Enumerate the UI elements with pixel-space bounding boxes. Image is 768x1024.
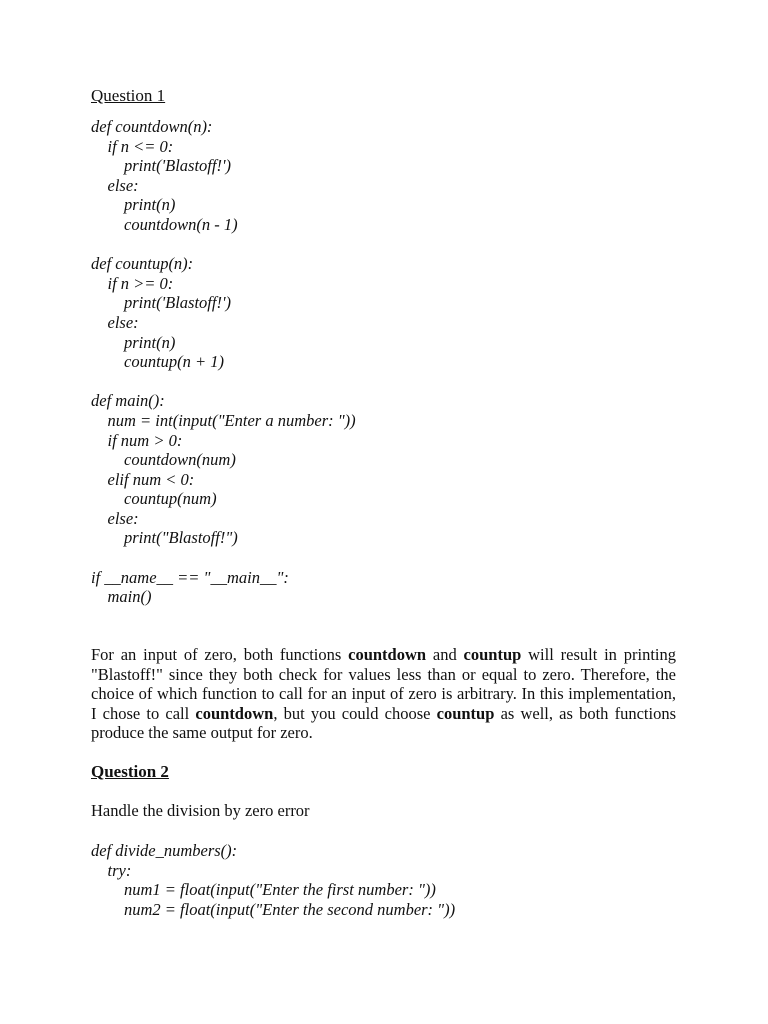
code-line: def countdown(n):: [91, 117, 213, 136]
code-line: print(n): [91, 332, 176, 352]
code-line: def main():: [91, 391, 165, 411]
explanation-keyword: countup: [436, 703, 495, 723]
code-line: else:: [91, 175, 139, 195]
code-line: if num > 0:: [91, 430, 183, 450]
explanation-text: , but you could choose: [273, 703, 437, 723]
code-line: countup(num): [91, 489, 217, 509]
explanation-keyword: countdown: [195, 703, 274, 723]
question-1-code-block: [91, 117, 356, 607]
code-line: countdown(n - 1): [91, 214, 238, 234]
code-line: else:: [91, 312, 139, 332]
question-2-code-block: [91, 841, 455, 919]
question-1-heading: Question 1: [91, 86, 166, 105]
code-line: countdown(num): [91, 450, 236, 470]
question-2-subtitle: Handle the division by zero error: [91, 801, 310, 820]
code-line: print('Blastoff!'): [91, 293, 231, 313]
explanation-keyword: countdown: [348, 645, 427, 664]
code-line: num2 = float(input("Enter the second number: ")): [91, 899, 456, 919]
question-2-heading: Question 2: [91, 762, 169, 781]
code-line: elif num < 0:: [91, 469, 195, 489]
code-line: countup(n + 1): [91, 352, 225, 372]
code-line: if __name__ == "__main__":: [91, 567, 289, 587]
code-line: if n <= 0:: [91, 136, 174, 156]
code-line: print('Blastoff!'): [91, 156, 231, 176]
code-line: def countup(n):: [91, 254, 194, 274]
explanation-text: and: [426, 645, 464, 664]
code-line: def divide_numbers():: [91, 841, 238, 860]
explanation-text: as well, as both functions produce the same output for zero.: [91, 703, 677, 743]
explanation-text: For an input of zero, both functions: [91, 645, 349, 664]
code-line: num1 = float(input("Enter the first number: ")): [91, 880, 436, 900]
code-line: [91, 548, 356, 568]
code-line: num = int(input("Enter a number: ")): [91, 410, 356, 430]
code-line: [91, 372, 356, 392]
code-line: print("Blastoff!"): [91, 528, 238, 548]
explanation-keyword: countup: [463, 645, 522, 664]
question-1-explanation: [91, 645, 676, 743]
explanation-text: will result in printing "Blastoff!" since they both check for values less than or equal to zero. Therefore, the choice of which function to call for an input of zero is arbitrary. In this implementation, I chose to call: [91, 645, 676, 723]
code-line: if n >= 0:: [91, 273, 174, 293]
code-line: try:: [91, 860, 132, 880]
code-line: main(): [91, 587, 152, 607]
code-line: [91, 235, 356, 255]
code-line: print(n): [91, 195, 176, 215]
code-line: else:: [91, 508, 139, 528]
